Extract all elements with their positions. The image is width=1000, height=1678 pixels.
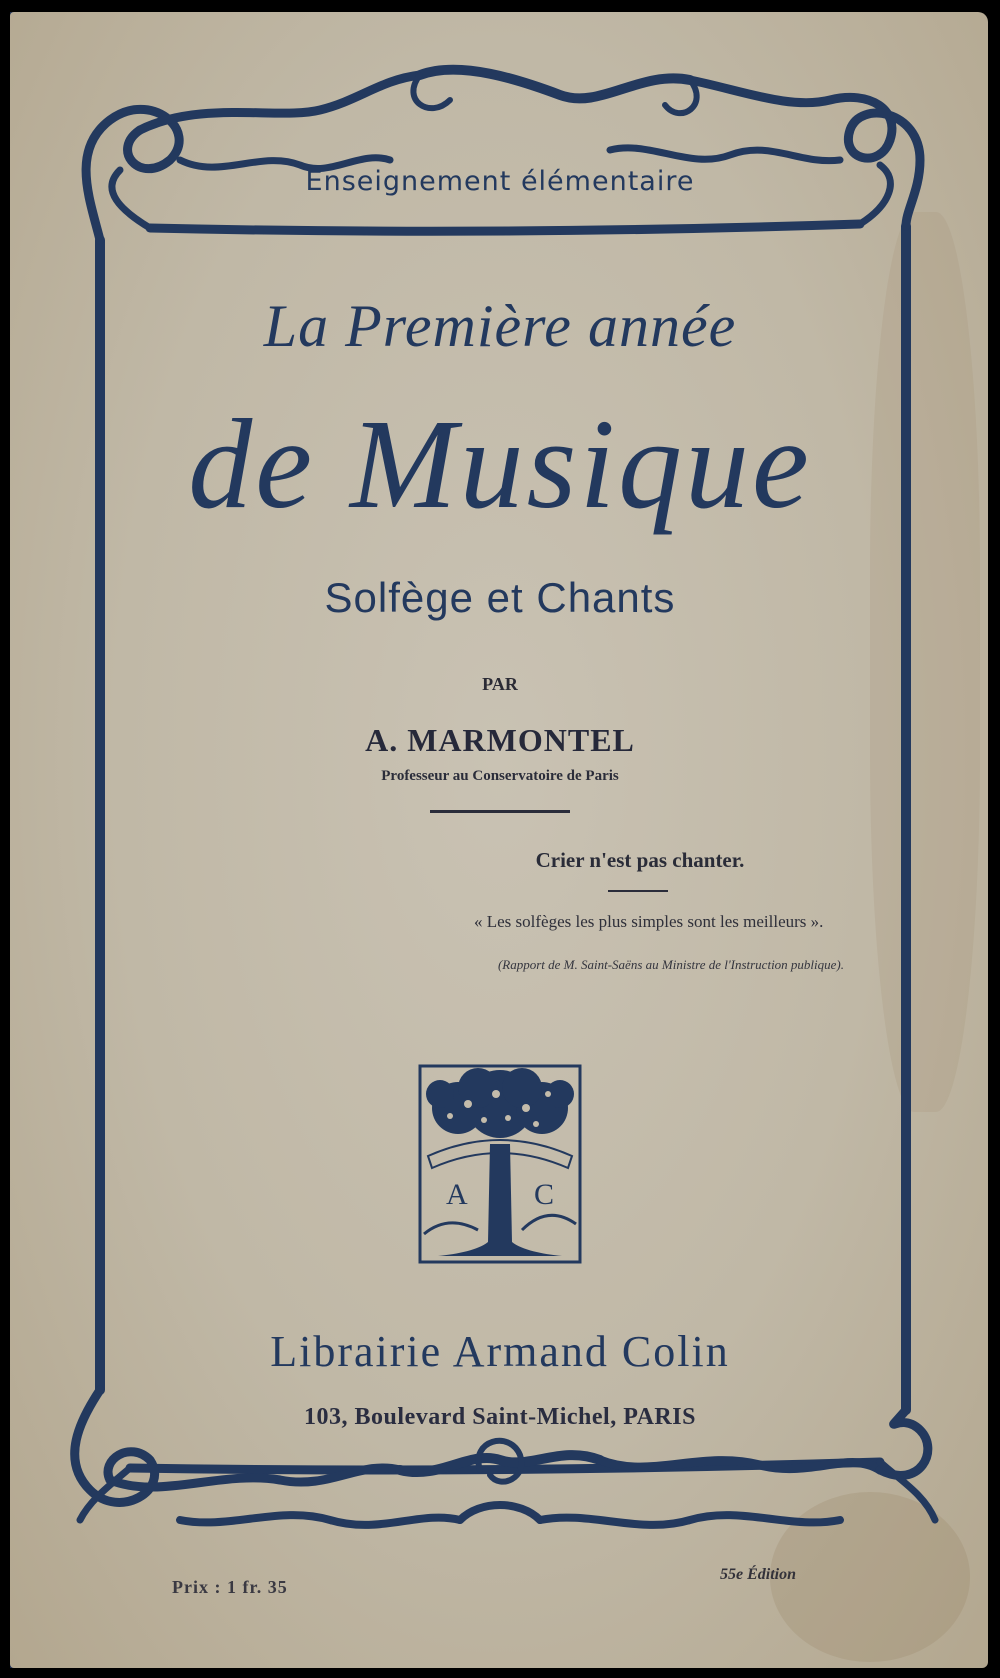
title-line-2: de Musique (188, 393, 812, 535)
by-label: PAR (482, 674, 518, 694)
quote: « Les solfèges les plus simples sont les meilleurs ». (474, 912, 824, 931)
author-role: Professeur au Conservatoire de Paris (381, 768, 619, 784)
edition: 55e Édition (720, 1566, 797, 1583)
series-label: Enseignement élémentaire (305, 166, 695, 197)
price: Prix : 1 fr. 35 (172, 1577, 288, 1597)
emblem-letter-c: C (534, 1178, 555, 1211)
publisher-address: 103, Boulevard Saint-Michel, PARIS (304, 1404, 696, 1430)
emblem-letter-a: A (446, 1178, 468, 1211)
author-name: A. MARMONTEL (365, 722, 635, 758)
divider-rule (608, 890, 668, 892)
frame-top-band (150, 224, 860, 231)
title-line-1: La Première année (263, 293, 737, 359)
quote-source: (Rapport de M. Saint-Saëns au Ministre de l'Instruction publique). (497, 957, 844, 972)
motto: Crier n'est pas chanter. (535, 848, 745, 872)
subtitle: Solfège et Chants (324, 574, 676, 621)
publisher-name: Librairie Armand Colin (270, 1327, 730, 1376)
divider-rule (430, 810, 570, 813)
publisher-emblem (418, 1064, 582, 1264)
